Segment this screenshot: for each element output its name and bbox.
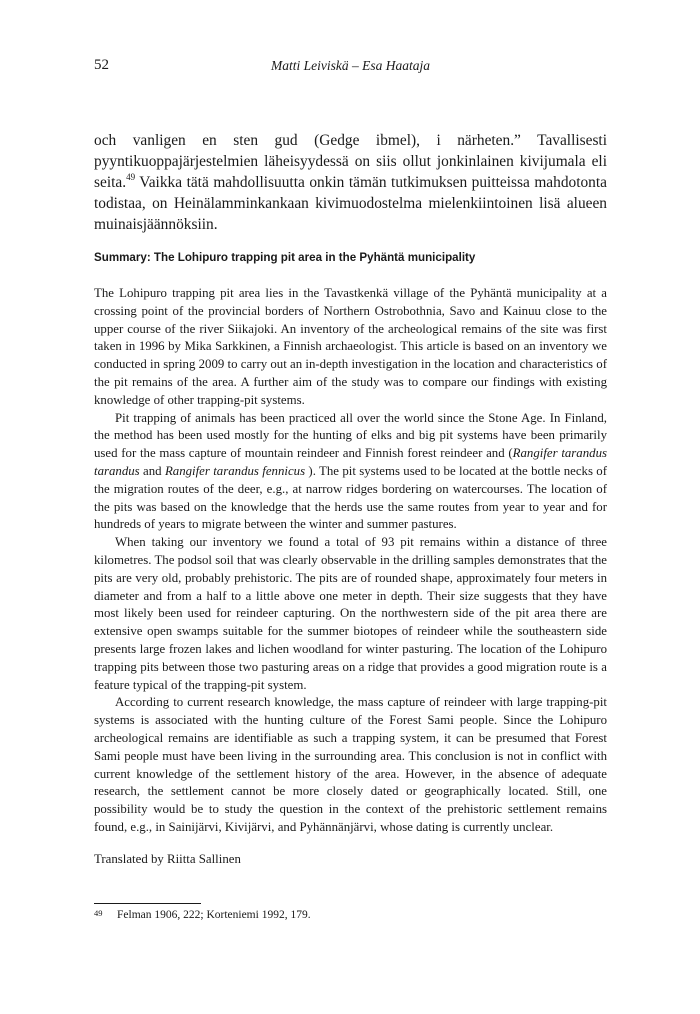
summary-paragraph-2	[94, 410, 607, 535]
summary-heading: Summary: The Lohipuro trapping pit area in the Pyhäntä municipality	[94, 251, 476, 264]
continuation-text-end: Vaikka tätä mahdollisuutta onkin tämän tutkimuksen puitteissa mahdotonta todistaa, on Heinälamminkankaan kivimuodostelma mielenkiintoinen lisä alueen muinaisjäännöksiin.	[94, 174, 607, 233]
translator-credit: Translated by Riitta Sallinen	[94, 852, 241, 866]
paragraph-2-text-end: ). The pit systems used to be located at the bottle necks of the migration routes of the deer, e.g., at narrow ridges bordering on watercourses. The location of the pits was based on the knowledge that the herds use the same routes from year to year and for hundreds of years to migrate between the winter and summer pastures.	[94, 463, 607, 532]
footnote-reference[interactable]: 49	[126, 171, 136, 182]
paragraph-2-conjunction: and	[139, 463, 165, 478]
summary-paragraph-3: When taking our inventory we found a total of 93 pit remains within a distance of three kilometres. The podsol soil that was clearly observable in the drilling samples demonstrates that the pits are very old, probably prehistoric. The pits are of rounded shape, approximately four meters in diameter and from a half to a little above one meter in depth. Their size suggests that they have most likely been used for reindeer capturing. On the northwestern side of the pit area there are extensive open swamps suitable for the summer biotopes of reindeer while the southeastern side presents large frozen lakes and lichen woodland for winter pasturing. The location of the Lohipuro trapping pits between those two pasturing areas on a ridge that provides a good migration route is a feature typical of the trapping-pit system.	[94, 535, 607, 692]
continuation-text: och vanligen en sten gud (Gedge ibmel), i närheten.” Tavallisesti pyyntikuoppajärjestelmien läheisyydessä on siis ollut jonkinlainen kivijumala eli seita.	[94, 132, 607, 191]
running-title: Matti Leiviskä – Esa Haataja	[271, 58, 430, 73]
species-name-2: Rangifer tarandus fennicus	[164, 463, 306, 478]
continuation-paragraph	[94, 130, 607, 235]
footnote-divider	[94, 903, 201, 904]
footnote-text: Felman 1906, 222; Korteniemi 1992, 179.	[117, 909, 311, 921]
species-name-1: Rangifer tarandus tarandus	[94, 446, 607, 478]
summary-body	[94, 285, 607, 837]
paragraph-2-text: Pit trapping of animals has been practiced all over the world since the Stone Age. In Finland, the method has been used mostly for the hunting of elks and big pit systems have been primarily used for the mass capture of mountain reindeer and Finnish forest reindeer and (	[94, 410, 607, 461]
running-head	[94, 57, 607, 75]
footnote-number: 49	[94, 908, 103, 918]
summary-paragraph-1: The Lohipuro trapping pit area lies in the Tavastkenkä village of the Pyhäntä municipality at a crossing point of the provincial borders of Northern Ostrobothnia, Savo and Kainuu close to the upper course of the river Siikajoki. An inventory of the archeological remains of the site was first taken in 1996 by Mika Sarkkinen, a Finnish archaeologist. This article is based on an inventory we conducted in spring 2009 to carry out an in-depth investigation in the location and characteristics of the pit remains of the area. A further aim of the study was to compare our findings with existing knowledge of other trapping-pit systems.	[94, 286, 607, 407]
summary-paragraph-4: According to current research knowledge, the mass capture of reindeer with large trapping-pit systems is associated with the hunting culture of the Forest Sami people. Since the Lohipuro archeological remains are identifiable as such a trapping system, it can be presumed that Forest Sami people must have been living in the surrounding area. This conclusion is not in conflict with current knowledge of the settlement history of the area. However, in the absence of adequate research, the settlement cannot be more closely dated or geographically located. Still, one possibility would be to study the question in the context of the prehistoric settlement remains found, e.g., in Sainijärvi, Kivijärvi, and Pyhännänjärvi, whose dating is currently unclear.	[94, 695, 607, 834]
page-number: 52	[94, 57, 109, 73]
